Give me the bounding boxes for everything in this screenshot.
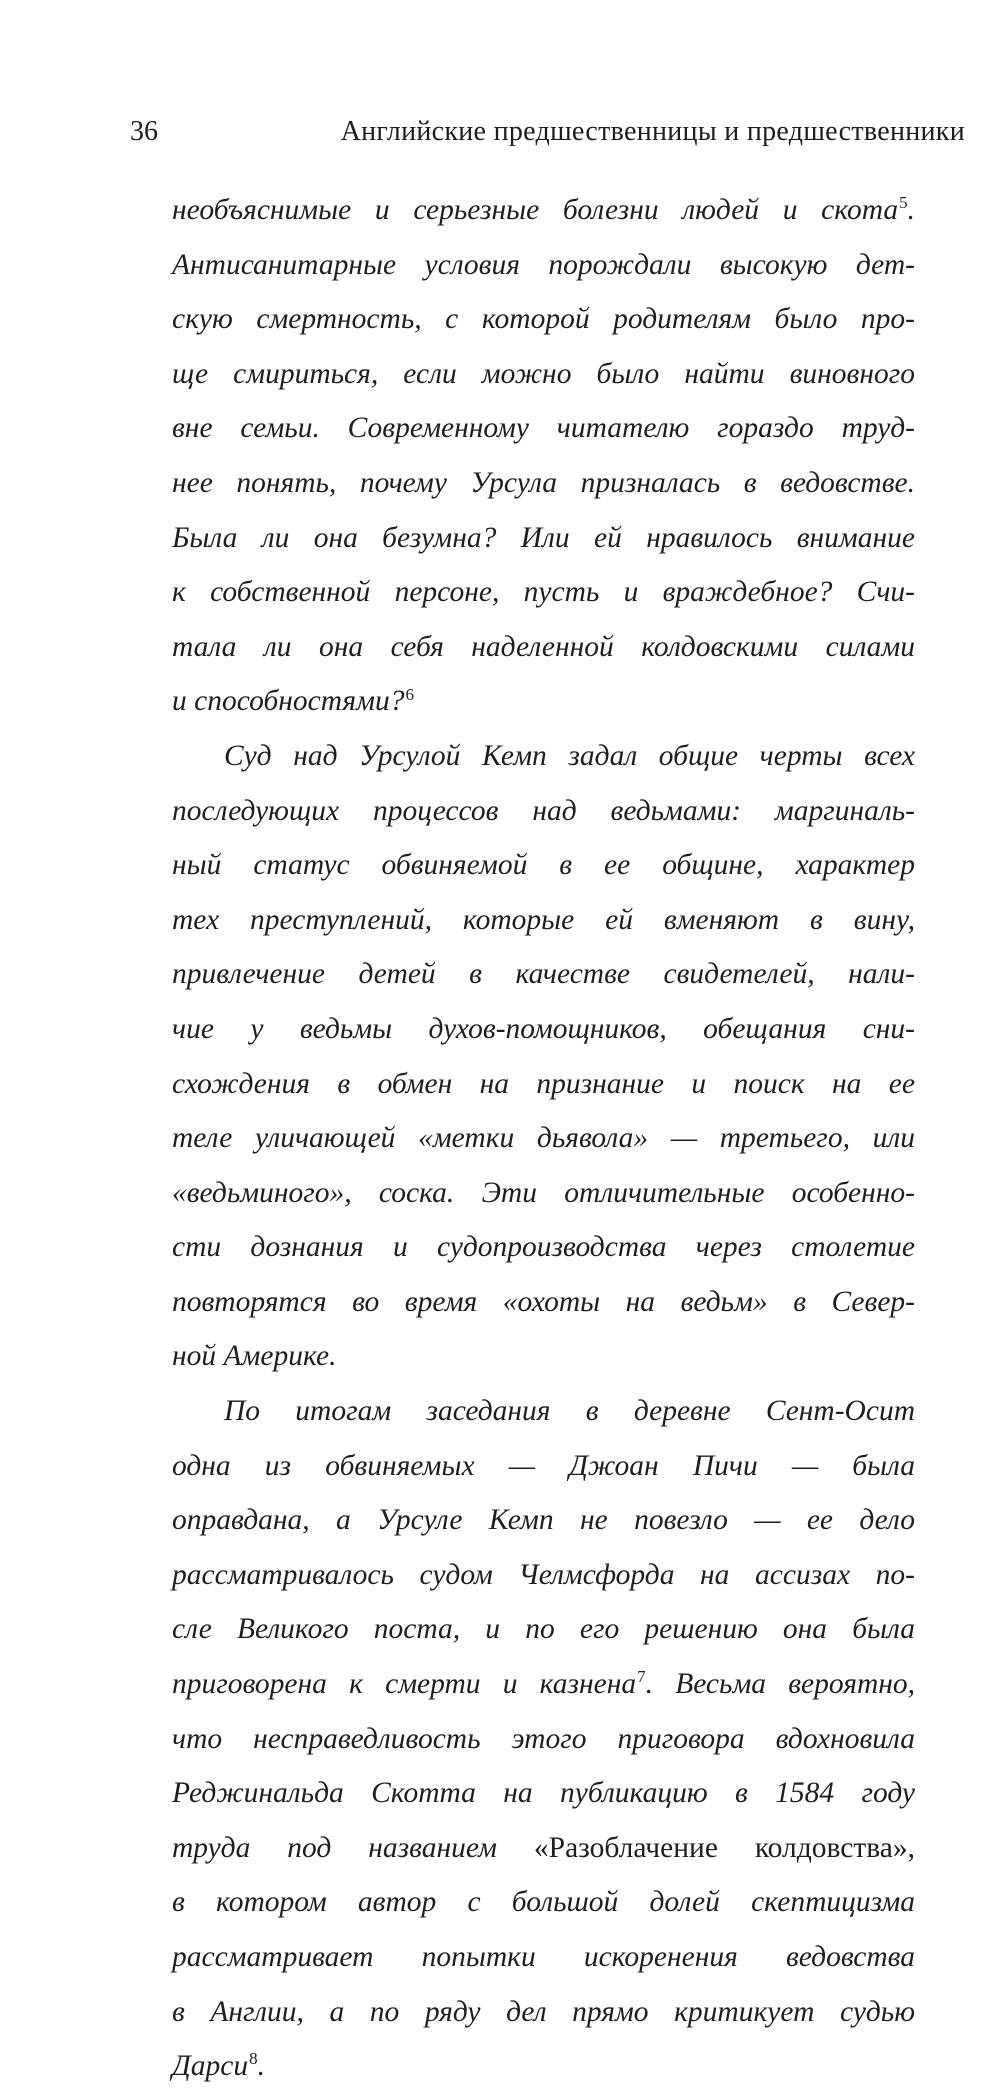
text-line: что несправедливость этого приговора вдохновила <box>172 1722 915 1755</box>
footnote-ref: 6 <box>405 684 414 704</box>
footnote-ref: 8 <box>249 2049 258 2069</box>
text-line: тех преступлений, которые ей вменяют в вину, <box>172 903 915 936</box>
text-line: тала ли она себя наделенной колдовскими силами <box>172 630 915 663</box>
text-line: По итогам заседания в деревне Сент-Осит <box>224 1395 915 1428</box>
text-line: в котором автор с большой долей скептицизма <box>172 1886 915 1919</box>
text-line: оправдана, а Урсуле Кемп не повезло — ее дело <box>172 1504 915 1537</box>
text-line: последующих процессов над ведьмами: маргиналь- <box>172 794 915 827</box>
text-line: повторятся во время «охоты на ведьм» в Север- <box>172 1285 915 1318</box>
text-line: теле уличающей «метки дьявола» — третьего, или <box>172 1122 915 1155</box>
text-line: «ведьминого», соска. Эти отличительные особенно- <box>172 1176 915 1209</box>
text-line: нее понять, почему Урсула призналась в ведовстве. <box>172 466 915 499</box>
text-line: ной Америке. <box>172 1340 337 1373</box>
book-title: «Разоблачение колдовства», <box>533 1831 915 1864</box>
page-number: 36 <box>130 116 158 147</box>
text-line: Антисанитарные условия порождали высокую дет- <box>172 248 915 281</box>
footnote-ref: 5 <box>899 193 908 213</box>
text-line: в Англии, а по ряду дел прямо критикует судью <box>172 1995 915 2028</box>
text-line: Суд над Урсулой Кемп задал общие черты всех <box>224 739 915 772</box>
footnote-ref: 7 <box>637 1667 646 1687</box>
text-line: одна из обвиняемых — Джоан Пичи — была <box>172 1449 915 1482</box>
text-line: ный статус обвиняемой в ее общине, характер <box>172 849 915 882</box>
text-line: привлечение детей в качестве свидетелей, нали- <box>172 958 915 991</box>
text-line: скую смертность, с которой родителям было про- <box>172 303 915 336</box>
text-line: Реджинальда Скотта на публикацию в 1584 году <box>172 1777 915 1810</box>
text-line: рассматривает попытки искоренения ведовства <box>172 1941 915 1973</box>
text-line: схождения в обмен на признание и поиск на ее <box>172 1067 915 1100</box>
text-line: рассматривалось судом Челмсфорда на ассизах по- <box>172 1558 915 1591</box>
running-head <box>130 112 965 152</box>
text-line: сле Великого поста, и по его решению она была <box>172 1613 915 1646</box>
text-line: труда под названием «Разоблачение колдовства», <box>172 1831 915 1864</box>
text-line: к собственной персоне, пусть и враждебное? Счи- <box>172 576 915 609</box>
text-line: чие у ведьмы духов-помощников, обещания сни- <box>172 1012 915 1045</box>
text-line: сти дознания и судопроизводства через столетие <box>172 1231 915 1264</box>
running-title: Английские предшественницы и предшественники <box>340 116 965 147</box>
text-line: приговорена к смерти и казнена$^7$. Весьма вероятно, <box>172 1667 916 1701</box>
text-line: вне семьи. Современному читателю гораздо труд- <box>172 412 915 445</box>
text-line: Дарси$^8$. <box>172 2049 265 2083</box>
body-text <box>172 183 915 2094</box>
text-line: Была ли она безумна? Или ей нравилось внимание <box>172 521 915 554</box>
text-line: необъяснимые и серьезные болезни людей и скота$^5$. <box>172 193 915 226</box>
text-line: ще смириться, если можно было найти виновного <box>172 357 915 390</box>
text-line: и способностями?$^6$ <box>172 684 414 718</box>
